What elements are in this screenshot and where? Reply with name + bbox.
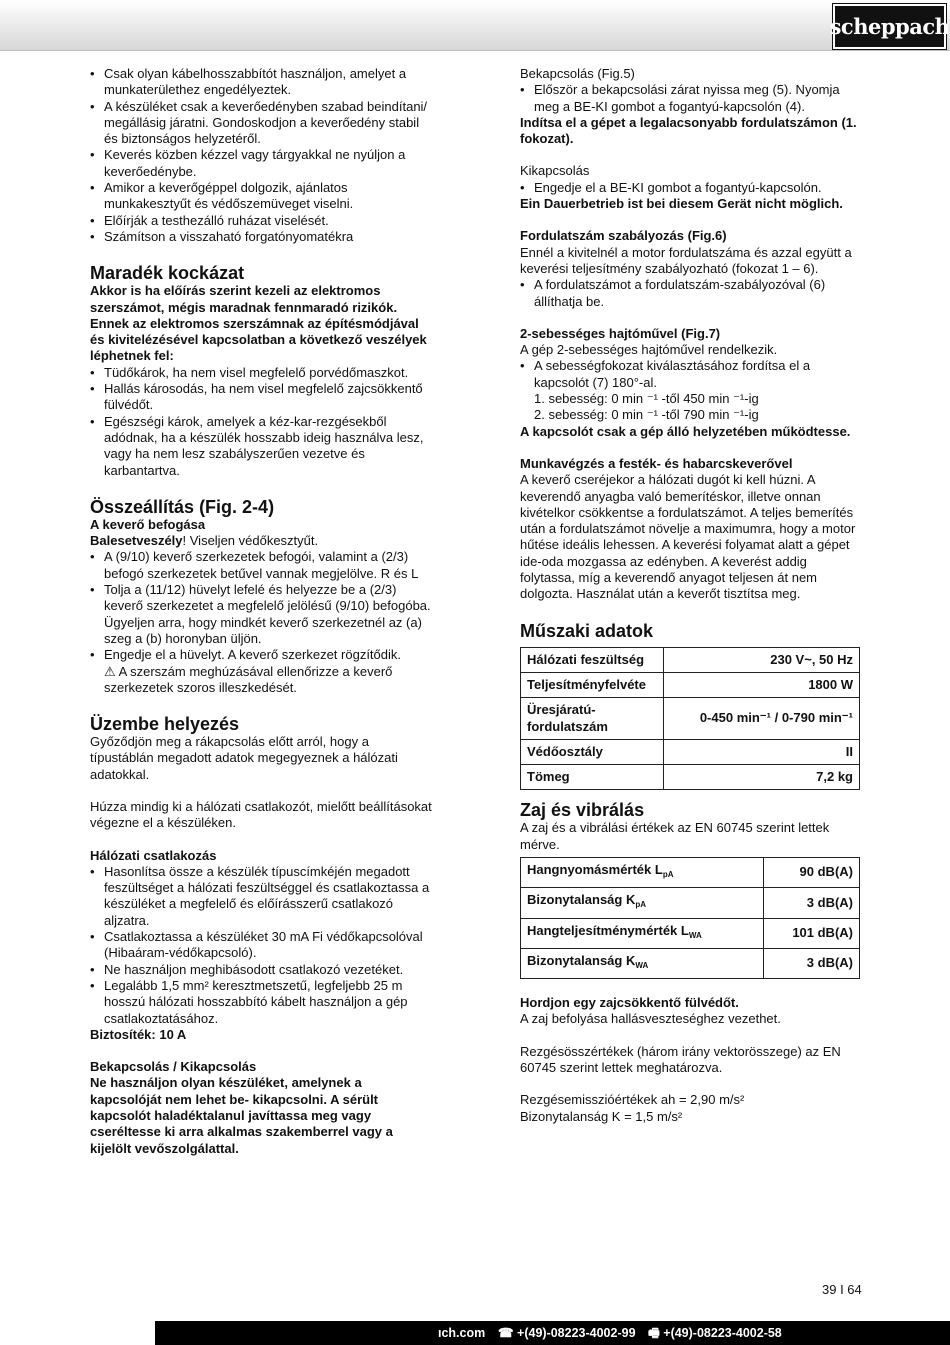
- table-cell-value: 90 dB(A): [764, 857, 860, 887]
- working-paragraph: A keverő cseréjekor a hálózati dugót ki kell húzni. A keverendő anyagba való bemerítéskor, illetve onnan kivételkor csökkentse a fordulatszámot. A teljes bemerítés után a fordulatszámot növelje a maximumra, hogy a motor hűtése ideális lehessen. A keverési folyamat alatt a gépet ide-oda mozgassa az edényben. A keverést addig folytassa, míg a keverendő anyagot teljesen át nem dolgozta. Használat után a keverőt tisztítsa meg.: [520, 472, 856, 602]
- left-column: [90, 66, 435, 1157]
- risk-list: [90, 365, 435, 479]
- list-item: • A (9/10) keverő szerkezetek befogói, valamint a (2/3) befogó szerkezetek betűvel vannak megjelölve. R és L: [90, 549, 435, 582]
- list-item: • Keverés közben kézzel vagy tárgyakkal ne nyúljon a keverőedénybe.: [90, 147, 435, 180]
- subsection-title-mains: Hálózati csatlakozás: [90, 847, 217, 863]
- vibration-uncertainty-value: Bizonytalanság K = 1,5 m/s²: [520, 1108, 683, 1124]
- table-row: [521, 918, 860, 948]
- section-title-residual-risk: Maradék kockázat: [90, 263, 245, 284]
- list-item: • Tüdőkárok, ha nem visel megfelelő porvédőmaszkot.: [90, 365, 435, 381]
- table-row: [521, 857, 860, 887]
- list-item: • Egészségi károk, amelyek a kéz-kar-rezgésekből adódnak, ha a készülék hosszabb ideig használva lesz, vagy ha nem lesz szabályszerűen vezetve és karbantartva.: [90, 414, 435, 479]
- noise-paragraph: A zaj és a vibrálási értékek az EN 60745 szerint lettek mérve.: [520, 820, 830, 852]
- section-title-startup: Üzembe helyezés: [90, 714, 240, 735]
- list-item: • Engedje el a BE-KI gombot a fogantyú-kapcsolón.: [520, 180, 860, 196]
- list-item: • Számítson a visszaható forgatónyomatékra: [90, 229, 435, 245]
- switch-off-note: Ein Dauerbetrieb ist bei diesem Gerät nicht möglich.: [520, 196, 843, 212]
- list-item: • A fordulatszámot a fordulatszám-szabályozóval (6) állíthatja be.: [520, 277, 860, 310]
- gearbox-list: [520, 358, 860, 391]
- table-cell-value: 0-450 min⁻¹ / 0-790 min⁻¹: [664, 698, 860, 740]
- footer-website: ıch.com: [438, 1326, 486, 1340]
- list-item: • Csatlakoztassa a készüléket 30 mA Fi védőkapcsolóval (Hibaáram-védőkapcsoló).: [90, 929, 435, 962]
- page-number: 39 I 64: [822, 1282, 862, 1297]
- technical-data-table: [520, 647, 860, 791]
- table-cell-label: Hálózati feszültség: [521, 647, 664, 672]
- switch-off-list: [520, 180, 860, 196]
- table-cell-value: 230 V~, 50 Hz: [664, 647, 860, 672]
- table-cell-label: Bizonytalanság $K_{pA}$: [521, 888, 764, 918]
- safety-list: [90, 66, 435, 245]
- switch-on-list: [520, 82, 860, 115]
- table-row: [521, 948, 860, 978]
- table-row: [521, 888, 860, 918]
- subsection-title-speed: Fordulatszám szabályozás (Fig.6): [520, 228, 727, 244]
- table-cell-value: 7,2 kg: [664, 765, 860, 790]
- footer-phone: ☎ +(49)-08223-4002-99: [498, 1326, 636, 1340]
- table-cell-value: II: [664, 739, 860, 764]
- subsection-title-on-off: Bekapcsolás / Kikapcsolás: [90, 1059, 257, 1075]
- table-row: [521, 765, 860, 790]
- table-cell-label: Tömeg: [521, 765, 664, 790]
- table-cell-label: Védőosztály: [521, 739, 664, 764]
- table-cell-value: 3 dB(A): [764, 948, 860, 978]
- list-item: • Előírják a testhezálló ruházat viselését.: [90, 213, 435, 229]
- section-title-assembly: Összeállítás (Fig. 2-4): [90, 496, 275, 517]
- section-title-noise: Zaj és vibrálás: [520, 800, 645, 821]
- gearbox-paragraph: A gép 2-sebességes hajtóművel rendelkezik.: [520, 342, 778, 358]
- list-item: • A készüléket csak a keverőedényben szabad beindítani/ megállásig járatni. Gondoskodjon a keverőedény stabil és biztonságos helyzetéről.: [90, 99, 435, 148]
- table-cell-value: 3 dB(A): [764, 888, 860, 918]
- list-item: • Hasonlítsa össze a készülék típuscímkéjén megadott feszültséget a hálózati feszültséggel és csatlakoztassa a készüléket a megfelelő és előírásszerű csatlakozó aljzatra.: [90, 864, 435, 929]
- list-item: • Csak olyan kábelhosszabbítót használjon, amelyet a munkaterülethez engedélyeztek.: [90, 66, 435, 99]
- table-cell-value: 101 dB(A): [764, 918, 860, 948]
- ear-protection-note: Hordjon egy zajcsökkentő fülvédőt.: [520, 995, 739, 1011]
- footer-bar: [155, 1321, 950, 1345]
- on-off-warning: Ne használjon olyan készüléket, amelynek a kapcsolóját nem lehet be- kikapcsolni. A sérült kapcsolót haladéktalanul javíttassa meg vagy cseréltesse ki arra alkalmas szakemberrel vagy a kijelölt vevőszolgálattal.: [90, 1075, 393, 1156]
- table-cell-label: Teljesítményfelvéte: [521, 672, 664, 697]
- list-item: • Tolja a (11/12) hüvelyt lefelé és helyezze be a (2/3) keverő szerkezetet a megfelelő jelölésű (9/10) befogóba. Ügyeljen arra, hogy mindkét keverő szerkezetnél az (a) szeg a (b) horonyban üljön.: [90, 582, 435, 647]
- section-title-technical-data: Műszaki adatok: [520, 620, 654, 641]
- speed-paragraph: Ennél a kivitelnél a motor fordulatszáma és azzal együtt a keverési teljesítmény szabályozható (fokozat 1 – 6).: [520, 244, 852, 276]
- right-column: [520, 66, 860, 1125]
- ear-protection-text: A zaj befolyása hallásveszteséghez vezethet.: [520, 1011, 781, 1027]
- gear-speed-1: 1. sebesség: 0 min ⁻¹ -től 450 min ⁻¹-ig: [534, 391, 759, 407]
- subsection-title-switch-on: Bekapcsolás (Fig.5): [520, 66, 635, 81]
- list-item: • Engedje el a hüvelyt. A keverő szerkezet rögzítődik. ⚠ A szerszám meghúzásával ellenőrizze a keverő szerkezetek szoros illeszkedését.: [90, 647, 435, 696]
- table-row: [521, 672, 860, 697]
- residual-risk-intro: Akkor is ha előírás szerint kezeli az elektromos szerszámot, mégis maradnak fennmaradó rizikók. Ennek az elektromos szerszámnak az építésmódjával és kivitelézésével kapcsolatban a következő veszélyek léphetnek fel:: [90, 283, 427, 364]
- list-item: • Legalább 1,5 mm² keresztmetszetű, legfeljebb 25 m hosszú hálózati hosszabbító kábelt használjon a gép csatlakoztatásához.: [90, 978, 435, 1027]
- gear-speed-2: 2. sebesség: 0 min ⁻¹ -től 790 min ⁻¹-ig: [534, 407, 759, 423]
- list-item: • Először a bekapcsolási zárat nyissa meg (5). Nyomja meg a BE-KI gombot a fogantyú-kapcsolón (4).: [520, 82, 860, 115]
- assembly-warning: Balesetveszély! Viseljen védőkesztyűt.: [90, 533, 319, 549]
- subsection-title-switch-off: Kikapcsolás: [520, 163, 590, 179]
- list-item: • A sebességfokozat kiválasztásához fordítsa el a kapcsolót (7) 180°-al.: [520, 358, 860, 391]
- startup-paragraph-2: Húzza mindig ki a hálózati csatlakozót, mielőtt beállításokat végezne el a készüléken.: [90, 798, 432, 831]
- subsection-title-gearbox: 2-sebességes hajtóművel (Fig.7): [520, 325, 721, 341]
- speed-list: [520, 277, 860, 310]
- scheppach-logo: scheppach: [833, 4, 946, 49]
- table-cell-value: 1800 W: [664, 672, 860, 697]
- switch-on-note: Indítsa el a gépet a legalacsonyabb fordulatszámon (1. fokozat).: [520, 114, 857, 147]
- vibration-emission-value: Rezgésemisszióértékek ah = 2,90 m/s²: [520, 1092, 745, 1108]
- list-item: • Amikor a keverőgéppel dolgozik, ajánlatos munkakesztyűt és védőszemüveget viselni.: [90, 180, 435, 213]
- mains-list: [90, 864, 435, 1027]
- table-cell-label: Bizonytalanság $K_{WA}$: [521, 948, 764, 978]
- table-row: [521, 739, 860, 764]
- warning-triangle-icon: ⚠: [104, 663, 116, 679]
- vibration-paragraph: Rezgésösszértékek (három irány vektorösszege) az EN 60745 szerint lettek meghatározva.: [520, 1043, 841, 1076]
- gearbox-note: A kapcsolót csak a gép álló helyzetében működtesse.: [520, 423, 851, 439]
- table-cell-label: Üresjáratú-fordulatszám: [521, 698, 664, 740]
- noise-table: [520, 857, 860, 979]
- startup-paragraph-1: Győződjön meg a rákapcsolás előtt arról, hogy a típustáblán megadott adatok megegyeznek a hálózati adatokkal.: [90, 734, 398, 782]
- subsection-title-mixer-clamping: A keverő befogása: [90, 516, 206, 532]
- list-item: • Ne használjon meghibásodott csatlakozó vezetéket.: [90, 962, 435, 978]
- table-cell-label: Hangnyomásmérték $L_{pA}$: [521, 857, 764, 887]
- table-row: [521, 698, 860, 740]
- subsection-title-working: Munkavégzés a festék- és habarcskeverővel: [520, 455, 793, 471]
- fuse-rating: Biztosíték: 10 A: [90, 1026, 187, 1042]
- table-cell-label: Hangteljesítménymérték $L_{WA}$: [521, 918, 764, 948]
- header-bar: [0, 0, 950, 51]
- table-row: [521, 647, 860, 672]
- assembly-list: [90, 549, 435, 696]
- footer-fax: 🖷 +(49)-08223-4002-58: [648, 1326, 782, 1340]
- list-item: • Hallás károsodás, ha nem visel megfelelő zajcsökkentő fülvédőt.: [90, 381, 435, 414]
